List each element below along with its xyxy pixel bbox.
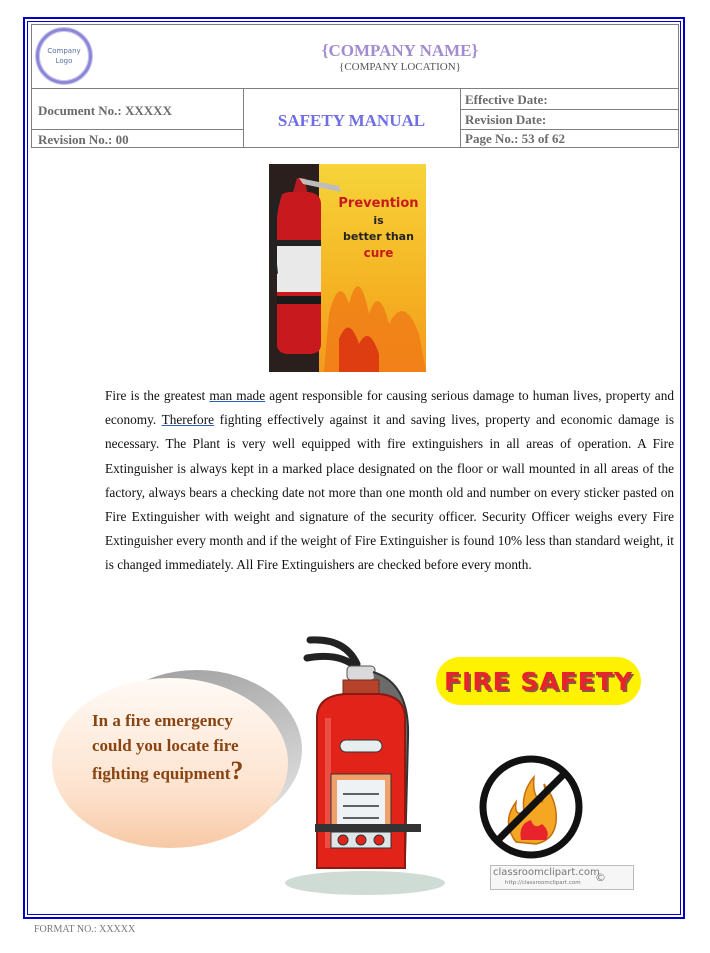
clipart-credit-watermark <box>490 865 634 890</box>
logo-text-line1: Company <box>47 47 81 55</box>
poster-line-better-than: better than <box>343 230 414 243</box>
company-name: {COMPANY NAME} <box>321 41 479 60</box>
fire-extinguisher-icon <box>285 628 455 898</box>
bubble-line-1: In a fire emergency <box>92 711 233 730</box>
paragraph-text: fighting effectively against it and saving lives, property and economic damage is necessary. The Plant is very well equipped with fire extinguishers in all areas of operation. A Fire Extinguisher is always kept in a marked place designated on the floor or wall mounted in all areas of the factory, always bears a checking date not more than one month old and number on every sticker pasted on Fire Extinguisher with weight and signature of the security officer. Security Officer weighs every Fire Extinguisher every month and if the weight of Fire Extinguisher is found 10% less than standard weight, it is changed immediately. All Fire Extinguishers are checked before every month. <box>105 412 674 573</box>
page-number: Page No.: 53 of 62 <box>465 131 566 146</box>
revision-number: Revision No.: 00 <box>38 132 129 147</box>
bubble-line-3: fighting equipment <box>92 764 231 783</box>
table-divider <box>460 129 678 130</box>
document-number: Document No.: XXXXX <box>38 103 172 118</box>
table-divider <box>460 89 461 147</box>
bubble-line-2: could you locate fire <box>92 736 239 755</box>
table-divider <box>32 129 243 130</box>
effective-date: Effective Date: <box>465 92 548 107</box>
speech-bubble-text <box>92 708 292 786</box>
copyright-icon: © <box>595 871 606 884</box>
revision-date: Revision Date: <box>465 112 547 127</box>
fire-safety-badge: FIRE SAFETY <box>436 657 641 705</box>
paragraph-text: Fire is the greatest <box>105 388 210 403</box>
poster-line-cure: cure <box>363 246 394 260</box>
credit-url: http://classroomclipart.com <box>505 880 581 886</box>
company-location: {COMPANY LOCATION} <box>339 61 461 73</box>
document-header-table <box>31 24 679 148</box>
no-fire-sign-icon <box>476 752 586 862</box>
paragraph-text: agent responsible for causing serious damage to human lives, property and economy. <box>105 388 674 428</box>
credit-site: classroomclipart.com <box>493 867 600 878</box>
question-mark: ? <box>230 756 244 785</box>
header-company-row <box>32 25 678 89</box>
manual-title: SAFETY MANUAL <box>277 111 426 130</box>
grammar-flag-therefore: Therefore <box>161 412 215 428</box>
prevention-poster-image <box>269 164 426 372</box>
poster-line-prevention: Prevention <box>338 196 419 211</box>
poster-line-is: is <box>373 214 384 227</box>
grammar-flag-man-made: man made <box>209 388 266 403</box>
table-divider <box>460 109 678 110</box>
fire-safety-paragraph <box>105 384 674 578</box>
logo-text-line2: Logo <box>55 57 73 65</box>
format-number: FORMAT NO.: XXXXX <box>34 924 136 935</box>
